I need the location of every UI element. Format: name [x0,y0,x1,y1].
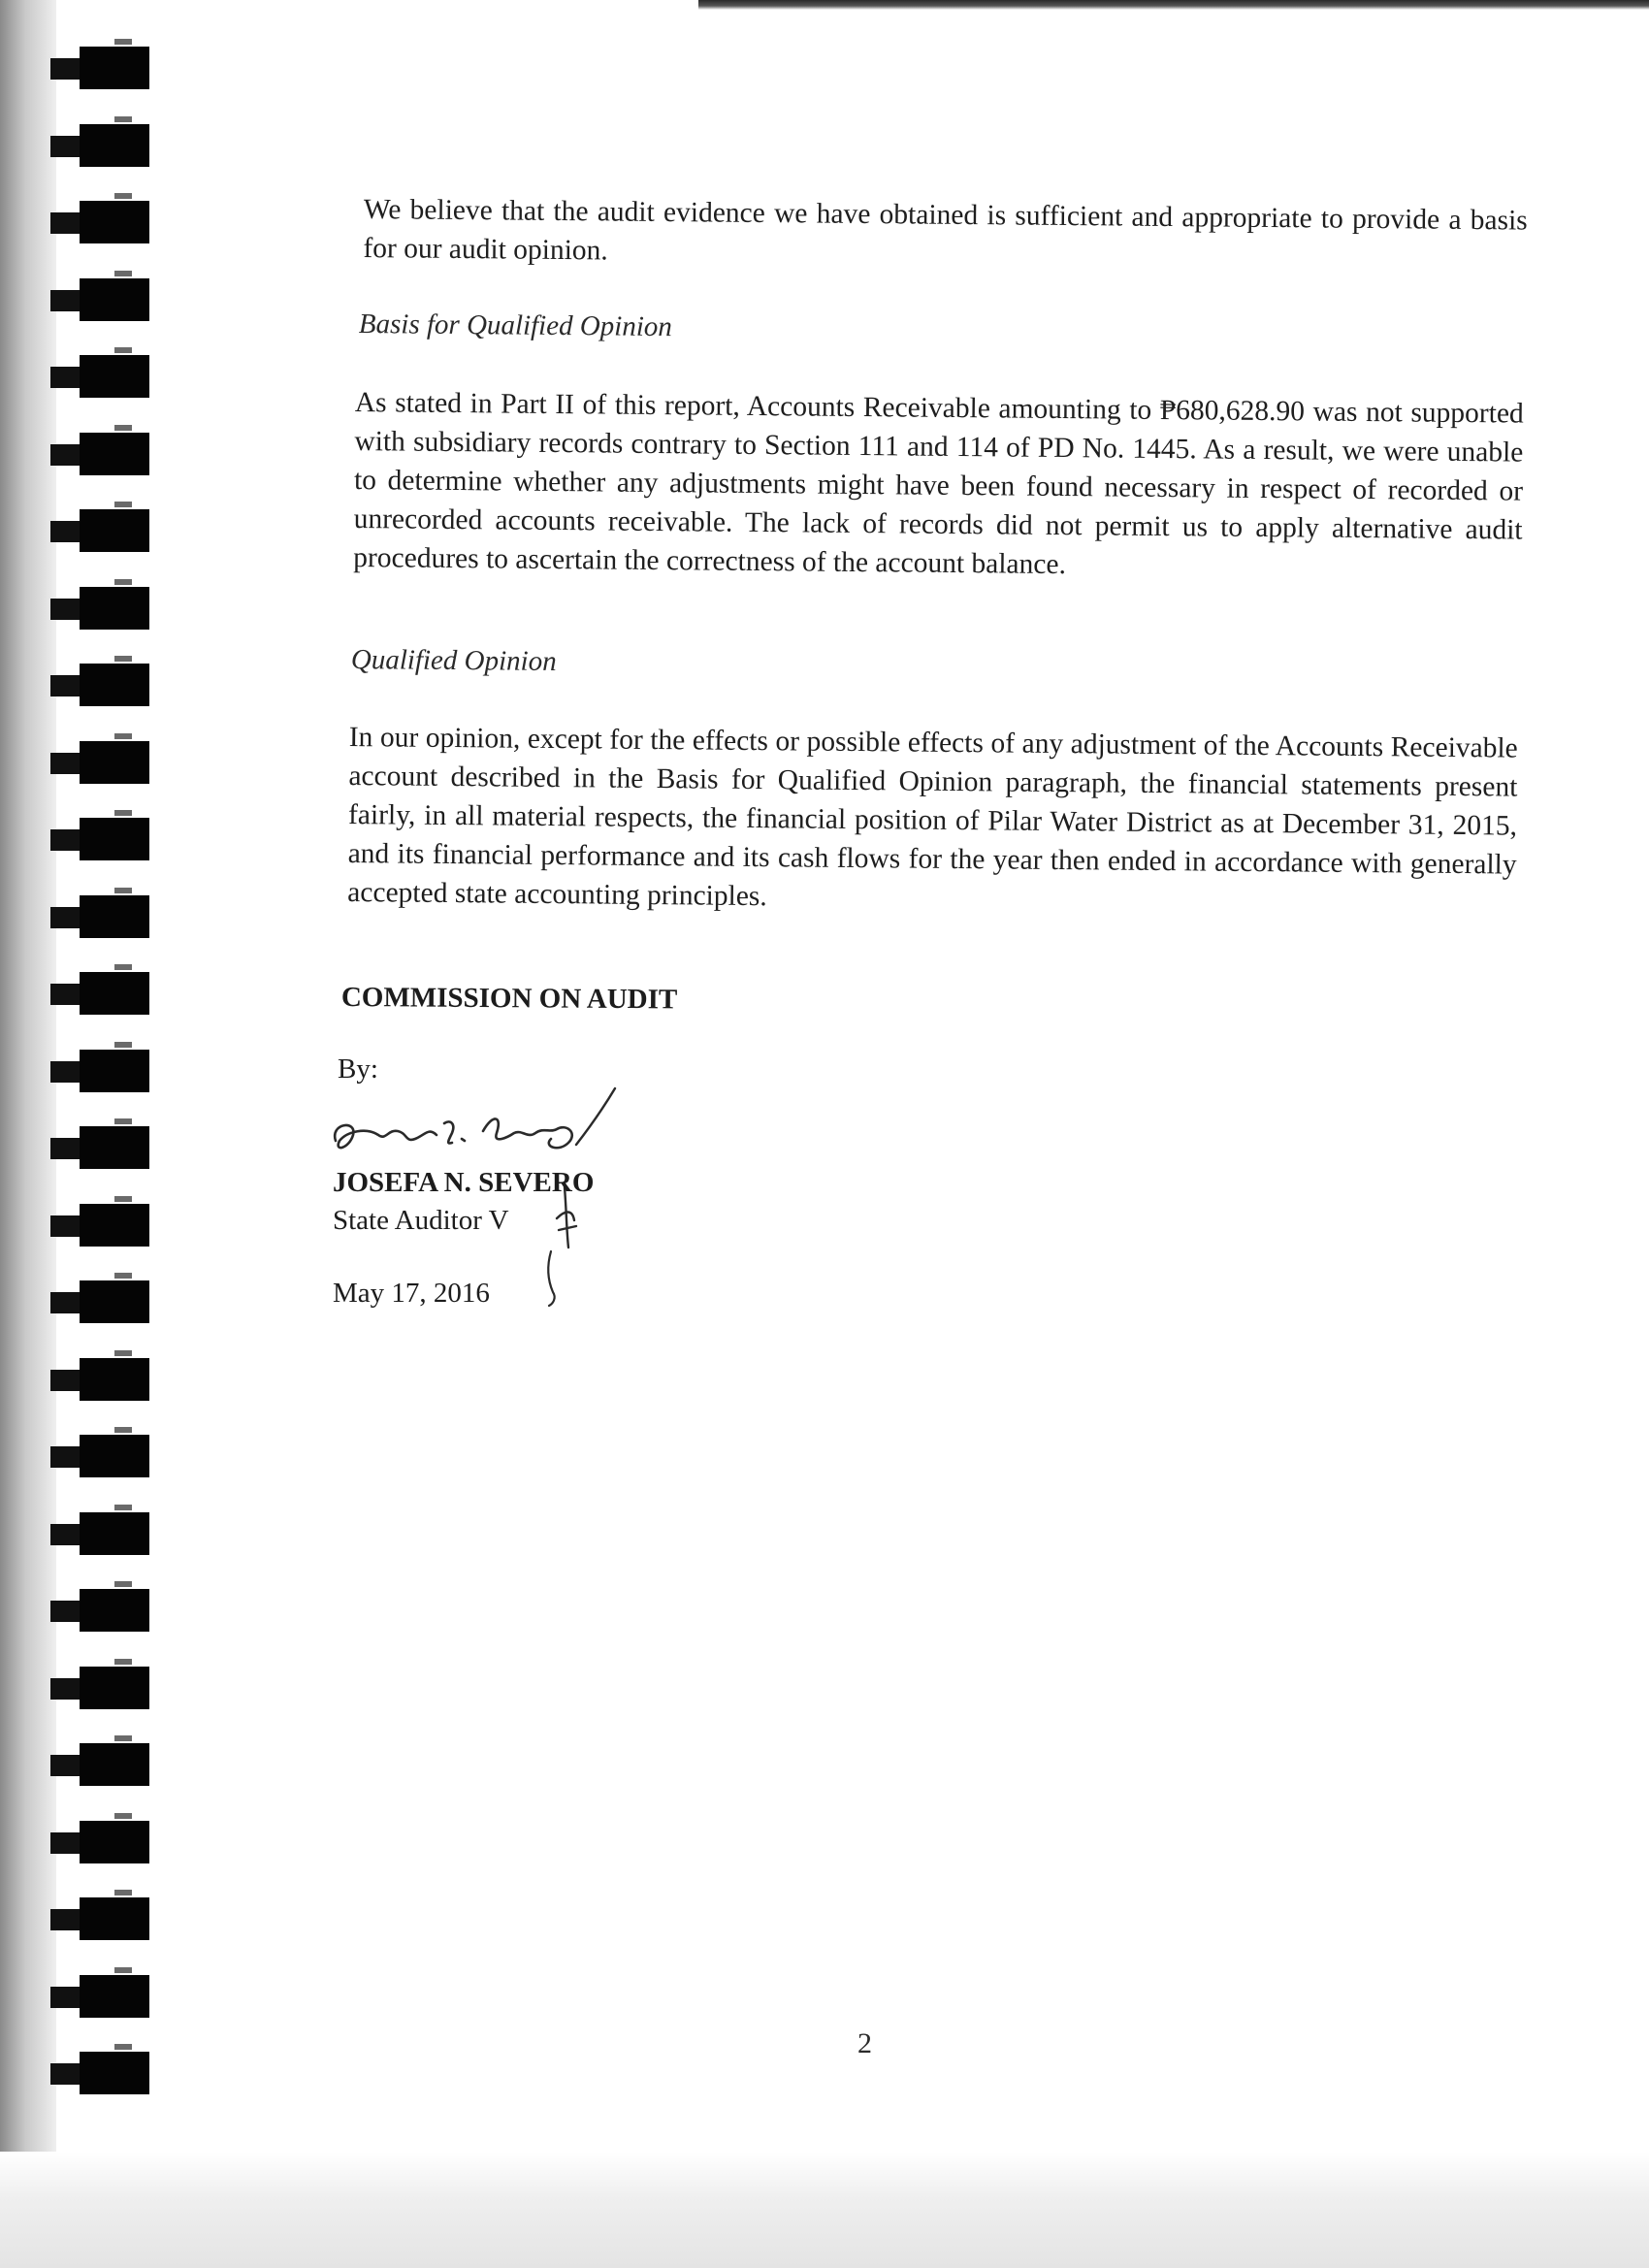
page-number: 2 [857,2027,872,2059]
by-label: By: [338,1053,378,1085]
paragraph-qualified-opinion: In our opinion, except for the effects or possible effects of any adjustment of the Accounts Receivable account described in the Basis for Qualified Opinion paragraph, the financial statements present fairly, in all material respects, the financial position of Pilar Water District as at December 31, 2015, and its financial performance and its cash flows for the year then ended in accordance with generally accepted state accounting principles. [347,721,1518,913]
signer-name: JOSEFA N. SEVERO [333,1167,595,1198]
paragraph-audit-evidence: We believe that the audit evidence we have obtained is sufficient and appropriate to provide a basis for our audit opinion. [363,193,1528,267]
heading-qualified-opinion: Qualified Opinion [350,644,557,678]
signature-date: May 17, 2016 [333,1278,490,1309]
heading-basis-for-qualified-opinion: Basis for Qualified Opinion [358,308,673,343]
signer-title: State Auditor V [333,1205,509,1236]
organization-name: COMMISSION ON AUDIT [340,982,678,1016]
paragraph-basis-for-qualified-opinion: As stated in Part II of this report, Accounts Receivable amounting to ₱680,628.90 was not supported with subsidiary records contrary to Section 111 and 114 of PD No. 1445. As a result, we were unable to determine whether any adjustments might have been found necessary in respect of recorded or unrecorded accounts receivable. The lack of records did not permit us to apply alternative audit procedures to ascertain the correctness of the account balance. [353,386,1524,581]
